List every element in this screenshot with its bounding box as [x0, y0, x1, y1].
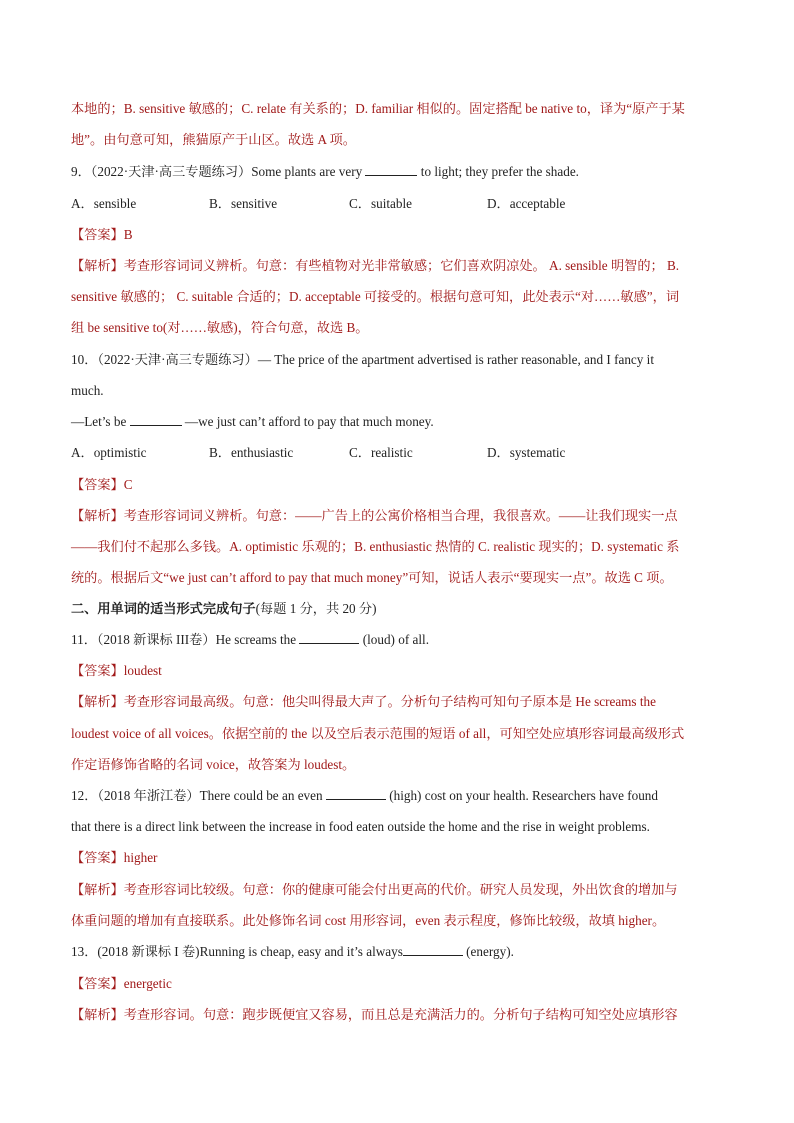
question-source: （2022·天津·高三专题练习）	[90, 164, 252, 179]
explanation-text: 考查形容词最高级。句意：他尖叫得最大声了。分析句子结构可知句子原本是 He screams the	[123, 694, 656, 709]
explanation-text: 考查形容词比较级。句意：你的健康可能会付出更高的代价。研究人员发现，外出饮食的增加与	[123, 882, 678, 897]
question-number: 9．	[71, 164, 91, 179]
question-9-explanation-line-2: sensitive 敏感的； C. suitable 合适的；D. acceptable 可接受的。根据句意可知，此处表示“对……敏感”，词	[71, 289, 680, 304]
question-9-answer	[71, 225, 133, 245]
question-9-options	[71, 194, 565, 214]
stem-text: (energy).	[466, 944, 514, 959]
option-c: C．realistic	[349, 445, 413, 460]
answer-tag: 【答案】	[71, 850, 124, 865]
explanation-text: 考查形容词词义辨析。句意：——广告上的公寓价格相当合理，我很喜欢。——让我们现实一点	[123, 508, 678, 523]
stem-text: There could be an even	[199, 788, 323, 803]
stem-text: (high) cost on your health. Researchers have found	[389, 788, 658, 803]
question-11-explanation-line-1	[71, 692, 656, 712]
answer-value: loudest	[123, 663, 162, 678]
option-d: D．acceptable	[487, 196, 566, 211]
explanation-tag: 【解析】	[71, 508, 124, 523]
answer-value: B	[123, 227, 133, 242]
stem-text: Some plants are very	[251, 164, 363, 179]
question-12-stem-line-2: that there is a direct link between the increase in food eaten outside the home and the rise in weight problems.	[71, 819, 650, 834]
stem-text: He screams the	[215, 632, 297, 647]
answer-tag: 【答案】	[71, 477, 124, 492]
question-12-explanation-line-1	[71, 880, 678, 900]
explanation-text: 考查形容词词义辨析。句意：有些植物对光非常敏感；它们喜欢阴凉处。 A. sensible 明智的； B.	[123, 258, 680, 273]
question-9-stem	[71, 162, 579, 182]
question-13-explanation-line-1	[71, 1005, 678, 1025]
question-12-explanation-line-2: 体重问题的增加有直接联系。此处修饰名词 cost 用形容词，even 表示程度，修饰比较级，故填 higher。	[71, 913, 666, 928]
answer-tag: 【答案】	[71, 663, 124, 678]
section-title: 二、用单词的适当形式完成句子	[71, 601, 256, 616]
explanation-continued-line-2: 地”。由句意可知，熊猫原产于山区。故选 A 项。	[71, 132, 356, 147]
question-number: 10．	[71, 352, 98, 367]
question-source: （2018 年浙江卷）	[97, 788, 200, 803]
option-d: D．systematic	[487, 445, 566, 460]
question-10-stem-line-3	[71, 412, 434, 432]
question-10-options	[71, 443, 565, 463]
question-13-stem	[71, 942, 514, 962]
question-12-answer	[71, 848, 157, 868]
stem-text: — The price of the apartment advertised is rather reasonable, and I fancy it	[257, 352, 654, 367]
explanation-text: 考查形容词。句意：跑步既便宜又容易，而且总是充满活力的。分析句子结构可知空处应填形容	[123, 1007, 678, 1022]
question-10-explanation-line-3: 统的。根据后文“we just can’t afford to pay that much money”可知，说话人表示“要现实一点”。故选 C 项。	[71, 570, 673, 585]
stem-text: Running is cheap, easy and it’s always	[199, 944, 403, 959]
answer-blank	[365, 162, 417, 176]
section-note: (每题 1 分，共 20 分)	[255, 601, 377, 616]
question-10-stem-line-2: much.	[71, 383, 104, 398]
answer-blank	[326, 786, 386, 800]
stem-text: —Let’s be	[71, 414, 127, 429]
question-9-explanation-line-3: 组 be sensitive to(对……敏感)，符合句意，故选 B。	[71, 320, 369, 335]
question-source: (2018 新课标 I 卷)	[97, 944, 200, 959]
answer-tag: 【答案】	[71, 976, 124, 991]
question-number: 12．	[71, 788, 98, 803]
section-heading	[71, 599, 377, 619]
question-10-answer	[71, 475, 133, 495]
answer-blank	[299, 630, 359, 644]
answer-blank	[403, 942, 463, 956]
answer-value: higher	[123, 850, 158, 865]
explanation-tag: 【解析】	[71, 694, 124, 709]
explanation-tag: 【解析】	[71, 882, 124, 897]
question-source: （2018 新课标 III卷）	[96, 632, 216, 647]
answer-blank	[130, 412, 182, 426]
question-13-answer	[71, 974, 172, 994]
option-b: B．enthusiastic	[209, 445, 294, 460]
answer-value: energetic	[123, 976, 172, 991]
question-11-answer	[71, 661, 162, 681]
question-source: （2022·天津·高三专题练习）	[97, 352, 258, 367]
question-11-explanation-line-3: 作定语修饰省略的名词 voice，故答案为 loudest。	[71, 757, 356, 772]
question-10-explanation-line-2: ——我们付不起那么多钱。A. optimistic 乐观的；B. enthusiastic 热情的 C. realistic 现实的；D. systematic 系	[71, 539, 680, 554]
answer-value: C	[123, 477, 133, 492]
explanation-tag: 【解析】	[71, 1007, 124, 1022]
question-11-explanation-line-2: loudest voice of all voices。依据空前的 the 以及空后表示范围的短语 of all，可知空处应填形容词最高级形式	[71, 726, 685, 741]
stem-text: to light; they prefer the shade.	[420, 164, 579, 179]
question-number: 11．	[71, 632, 97, 647]
question-9-explanation-line-1	[71, 256, 679, 276]
explanation-tag: 【解析】	[71, 258, 124, 273]
stem-text: —we just can’t afford to pay that much money.	[184, 414, 434, 429]
option-a: A．sensible	[71, 196, 137, 211]
question-number: 13．	[71, 944, 98, 959]
question-11-stem	[71, 630, 429, 650]
option-b: B．sensitive	[209, 196, 278, 211]
stem-text: (loud) of all.	[362, 632, 430, 647]
answer-tag: 【答案】	[71, 227, 124, 242]
explanation-continued-line-1: 本地的；B. sensitive 敏感的；C. relate 有关系的；D. familiar 相似的。固定搭配 be native to，译为“原产于某	[71, 101, 685, 116]
question-12-stem-line-1	[71, 786, 658, 806]
option-c: C．suitable	[349, 196, 413, 211]
question-10-explanation-line-1	[71, 506, 678, 526]
question-10-stem-line-1	[71, 350, 654, 370]
option-a: A．optimistic	[71, 445, 147, 460]
